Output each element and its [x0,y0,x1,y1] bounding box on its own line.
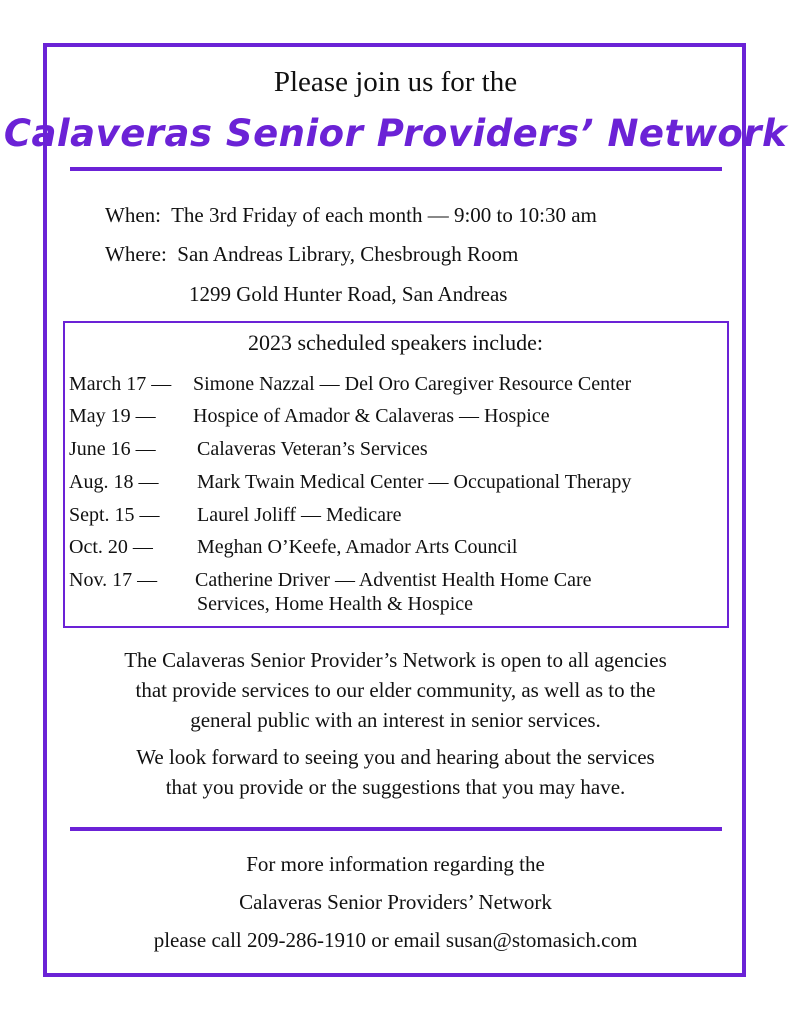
speaker-date: Nov. 17 — [69,569,158,591]
speakers-heading: 2023 scheduled speakers include: [247,330,544,355]
when-value: The 3rd Friday of each month — 9:00 to 10:30 am [171,203,597,227]
speaker-row [69,405,550,428]
top-divider [70,167,722,171]
where-address: 1299 Gold Hunter Road, San Andreas [189,282,508,306]
speaker-date: Aug. 18 — [69,471,159,493]
where-line [105,242,518,267]
body-paragraph-line: that provide services to our elder community, as well as to the [135,678,656,702]
speaker-row [69,471,631,494]
body-paragraph-line: general public with an interest in senior services. [190,708,601,732]
speaker-row [69,504,402,527]
speaker-text: Simone Nazzal — Del Oro Caregiver Resource Center [193,373,632,395]
when-line [105,203,597,228]
speaker-date: Oct. 20 — [69,536,153,558]
speaker-row [69,536,517,559]
footer-line: For more information regarding the [246,852,545,876]
bottom-divider [70,827,722,831]
speaker-text: Catherine Driver — Adventist Health Home Care [195,569,592,591]
speaker-row [69,569,592,592]
speaker-date: March 17 — [69,373,172,395]
when-label: When: [105,203,161,227]
body-paragraph-line: We look forward to seeing you and hearing about the services [136,745,655,769]
speaker-row [69,373,631,396]
network-title: Calaveras Senior Providers’ Network [3,112,788,155]
body-paragraph-line: that you provide or the suggestions that you may have. [165,775,626,799]
speaker-text: Hospice of Amador & Calaveras — Hospice [193,405,550,427]
speaker-text-continuation: Services, Home Health & Hospice [197,593,474,615]
intro-text: Please join us for the [273,66,518,98]
footer-line: Calaveras Senior Providers’ Network [239,890,552,914]
speaker-text: Meghan O’Keefe, Amador Arts Council [197,536,518,558]
where-label: Where: [105,242,167,266]
speaker-text: Mark Twain Medical Center — Occupational Therapy [197,471,632,493]
where-location: San Andreas Library, Chesbrough Room [177,242,519,266]
speaker-date: Sept. 15 — [69,504,160,526]
contact-line: please call 209-286-1910 or email susan@stomasich.com [153,928,638,952]
speaker-text: Calaveras Veteran’s Services [197,438,428,460]
speaker-row [69,438,428,461]
speaker-date: June 16 — [69,438,156,460]
body-paragraph-line: The Calaveras Senior Provider’s Network is open to all agencies [124,648,667,672]
speaker-text: Laurel Joliff — Medicare [197,504,402,526]
speaker-date: May 19 — [69,405,156,427]
